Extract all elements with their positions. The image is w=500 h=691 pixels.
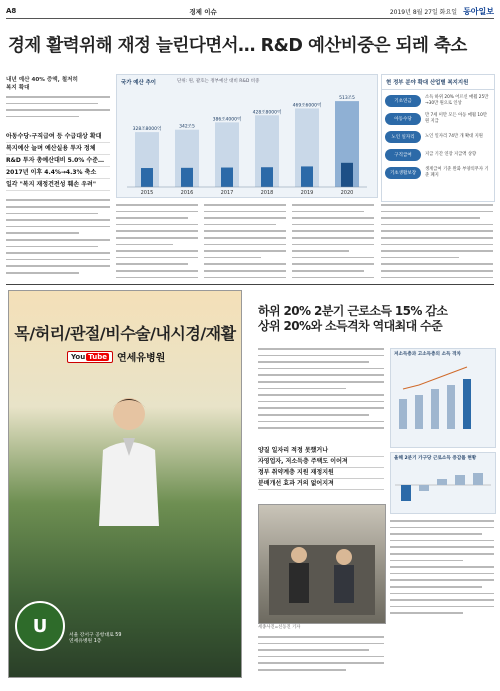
infobox-title: 현 정부 분야 확대 산업별 복지지원: [382, 75, 494, 90]
left-column: [6, 76, 110, 279]
page-number: A8: [6, 7, 17, 15]
chart-svg: [117, 75, 377, 197]
info-row: 기초연금 소득 하위 20% 어르신 매월 25만→30만 원으로 인상: [385, 93, 491, 108]
brand-logo: 동아일보: [463, 5, 494, 16]
clinic-advertisement[interactable]: [8, 290, 242, 678]
income-gap-svg: [391, 359, 495, 439]
article-subdeck: 양질 일자리 적정 못했거나 자영업자, 저소득층 주택도 이어져 정부 취약계층 지원 재정지원 분배개선 효과 거의 없어지져: [258, 446, 384, 490]
body-text: [6, 199, 110, 273]
chart-title: 국가 예산 추이: [121, 80, 156, 86]
welfare-info-box: [381, 74, 495, 202]
body-text: [292, 204, 374, 283]
info-row: 기초생활보장 생계급여 기준 완화 부양의무자 기준 폐지: [385, 165, 491, 180]
info-row: 노인 일자리 노인 일자리 74만 개 확대 지원: [385, 129, 491, 144]
value-label: 428조8000억: [252, 110, 282, 116]
x-tick-label: 2016: [180, 190, 194, 196]
rd-budget-bar: [261, 167, 273, 187]
photo-scene: [259, 505, 385, 623]
issue-date: 2019년 8월 27일 화요일: [389, 8, 458, 16]
body-text: [116, 204, 198, 283]
info-row: 구직급여 지급 기간 연장 지급액 상향: [385, 147, 491, 162]
doctor-photo: [79, 386, 179, 526]
budget-chart: [116, 74, 378, 198]
income-article: [258, 304, 494, 334]
body-text: [6, 96, 110, 117]
section-divider: [6, 284, 494, 285]
income-gap-chart: [390, 348, 496, 448]
rd-budget-bar: [141, 168, 153, 187]
value-label: 513조5: [339, 96, 355, 102]
clinic-name: 연세유병원: [116, 353, 166, 364]
rd-budget-bar: [221, 168, 233, 187]
chart-subtitle: 단위: 원, 괄호는 정부예산 대비 R&D 비중: [177, 79, 260, 84]
x-tick-label: 2019: [300, 190, 314, 196]
body-text: [204, 204, 286, 283]
rd-budget-bar: [301, 166, 313, 187]
youtube-icon: You Tube: [67, 351, 113, 363]
value-label: 342조5: [179, 124, 195, 130]
youtube-badge[interactable]: [67, 349, 165, 364]
photo-caption: 세종사진=신동진 기자: [258, 625, 301, 630]
value-label: 469조6000억: [292, 103, 322, 109]
article-headline-2: 상위 20%와 소득격차 역대최대 수준: [258, 319, 443, 333]
x-tick-label: 2017: [220, 190, 234, 196]
rd-budget-bar: [181, 168, 193, 187]
x-tick-label: 2018: [260, 190, 274, 196]
body-text: [258, 636, 384, 676]
rd-budget-bar: [341, 163, 353, 187]
clinic-logo: U: [15, 601, 65, 651]
x-tick-label: 2015: [140, 190, 154, 196]
article-photo: [258, 504, 386, 624]
section-title: 경제 이슈: [189, 7, 217, 16]
x-tick-label: 2020: [340, 190, 354, 196]
body-text: [390, 520, 494, 619]
chart-title: 올해 2분기 가구당 근로소득 증감률 현황: [394, 456, 477, 461]
chart-title: 저소득층과 고소득층의 소득 격차: [394, 352, 461, 357]
deck: 내년 예산 40% 증액, 철저히 복지 확대: [6, 77, 78, 91]
body-text: [258, 348, 384, 434]
ad-title: 목/허리/관절/비수술/내시경/재활: [14, 324, 236, 343]
value-label: 328조8000억: [132, 127, 162, 133]
income-change-chart: [390, 452, 496, 514]
subdeck: 아동수당·구직급여 등 수급대상 확대 복지예산 늘며 예산실용 투자 정체 R&D 투자 총예산대비 5.0% 수준… 2017년 이후 4.4%→4.3% 축소 일각 "복지 재정건전성 훼손 우려": [6, 131, 110, 191]
info-row: 아동수당 만 7세 미만 모든 아동 매월 10만 원 지급: [385, 111, 491, 126]
income-change-svg: [391, 463, 495, 507]
value-label: 386조4000억: [212, 117, 242, 123]
main-headline: 경제 활력위해 재정 늘린다면서… R&D 예산비중은 되레 축소: [8, 36, 467, 56]
masthead: [6, 4, 494, 19]
body-text: [381, 204, 493, 283]
clinic-address: 서울 강서구 공항대로 59 연세유병원 1층: [69, 633, 122, 644]
article-headline: 하위 20% 2분기 근로소득 15% 감소: [258, 304, 448, 318]
